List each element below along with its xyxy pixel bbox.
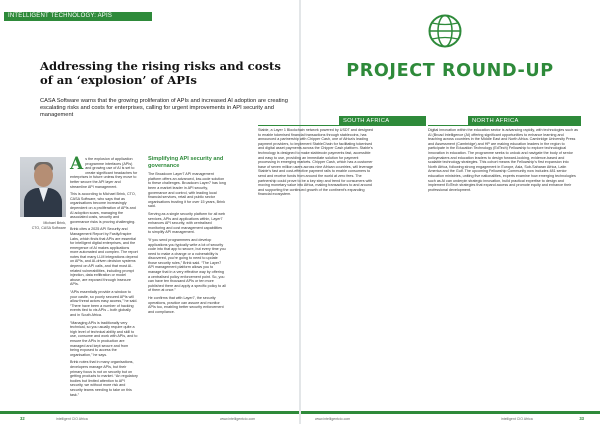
right-footer bbox=[301, 411, 600, 424]
globe-icon bbox=[428, 14, 462, 48]
drop-cap: A bbox=[70, 154, 84, 174]
footer-brand: intelligent CIO Africa bbox=[501, 417, 533, 421]
body-paragraph: This is according to Michael Brink, CTO, CASA Software, who says that as organisations become increasingly dependent on a proliferation of APIs and AI adoption soars, managing the associated costs, security and governance risks is proving challenging. bbox=[70, 192, 136, 224]
body-paragraph: Stable, a Layer 1 Blockchain network powered by USDT and designed to enable tokenised financial transactions through stablecoins, has announced a partnership with Chipper Cash, one of Africa’s leading payment providers, to implement StableChain for facilitating tokenised and digital asset payments across the Chipper Cash platform. Stable’s technology is designed to make stablecoin payments fast, accessible and easy to use, providing an immediate solution for payment processing in emerging markets. Chipper Cash, which has a customer base of seven million users across nine African countries, will leverage Stable’s fast and cost-effective payment rails to enable consumers to send and receive funds from around the world at zero fees. The partnership could prove to be a key step and trend for consumers with moving monetary value into Africa, making transactions to and around and supporting the continued growth of the continent’s expanding financial ecosystem. bbox=[258, 128, 373, 197]
author-photo bbox=[20, 157, 66, 217]
body-paragraph: Brink cites a 2025 API Security and Management Report by Fastly/Inspire Labs, which finds that APIs are essential for intelligent digital enterprises, and the emergence of AI makes applications more automated and complex. The report notes that many LLM integrations depend on APIs, and AI-driven decision systems depend on API calls, and that most AI-related vulnerabilities, including prompt injection, data exfiltration or model abuse, are exposed through insecure APIs. bbox=[70, 227, 138, 287]
region-header-north-africa: NORTH AFRICA bbox=[468, 116, 581, 126]
body-paragraph: He confirms that with Layer7, the security operations, practice can assure and monitor APIs too, enabling better security enforcement and compliance. bbox=[148, 296, 224, 314]
body-column-2 bbox=[148, 156, 226, 317]
body-paragraph: Digital innovation within the education sector is advancing rapidly, with technologies such as AI (Broad Intelligence (AI) offering significant opportunities to enhance learning and teaching across countries in the Middle East and North Africa. Cambridge University Press and Assessment (Cambridge) and HP are making education leaders in the region to participate in the Education Technology (EdTech) Fellowship to explore technological innovation in education. The programme seeks to unlock and navigate the body of senior policymakers and education leaders to design forward-looking, evidence-based and scalable technology strategies. This cohort means the Fellowship’s first expansion into North Africa, following strong engagement in Europe, Asia, Sub-Saharan Africa, Latin America and the Gulf. The upcoming Fellowship Community now includes 481 senior education ministries, uniting five nationalities, experts examine how emerging technologies such as AI can underpin strategic innovation, build practical expertise to design and implement EdTech strategies that expand access and promote equity and enhance their professional development. bbox=[428, 128, 578, 192]
body-paragraph: “Managing APIs is traditionally very technical, so you usually require quite a high level of technical ability and skill to use, consume and work with APIs, and to ensure the APIs in production are managed and kept secure and from being exposed to access the organisation,” he says. bbox=[70, 320, 138, 357]
article-standfirst: CASA Software warns that the growing proliferation of APIs and increased AI adoption are creating escalating risks and costs for enterprises, calling for urgent improvements in API security and management bbox=[40, 98, 288, 119]
footer-url[interactable]: www.intelligentcio.com bbox=[220, 417, 256, 421]
body-paragraph: “APIs essentially provide a window to your castle, so poorly secured APIs will allow threat actors easy access,” he said. “There have been a number of hacking events tied to vis APIs – both globally and in South Africa. bbox=[70, 290, 138, 317]
caption-name: Michael Brink, bbox=[43, 221, 66, 225]
body-paragraph: Serving as a single security platform for all web services, APIs and applications within, Layer7 enhances API security, with centralised monitoring and cost management capabilities to simplify API management. bbox=[148, 211, 226, 235]
news-column-north-africa bbox=[428, 128, 578, 195]
region-rule bbox=[428, 125, 581, 126]
body-paragraph: Brink notes that in many organisations, developers manage APIs, but their primary focus is not on security but on getting products to market. “An regulatory bodies but limited attention to API security, we without more risk and security teams needing to take on this task.” bbox=[70, 360, 138, 397]
section-tag: INTELLIGENT TECHNOLOGY: APIS bbox=[4, 12, 152, 21]
article-headline: Addressing the rising risks and costs of an ‘explosion’ of APIs bbox=[40, 59, 281, 87]
body-paragraph: As the explosion of application programme interfaces (APIs) and growing use of AI is set to create significant headaches for enterprises in future unless they move to better secure the API layer and streamline API management. bbox=[70, 154, 138, 189]
photo-caption bbox=[20, 221, 66, 230]
news-column-south-africa bbox=[258, 128, 374, 200]
region-header-south-africa: SOUTH AFRICA bbox=[339, 116, 426, 126]
body-paragraph: “If you send programmers and develop applications you typically write a lot of security code into that app to secure, but every time you need to make a change or a vulnerability is discovered, you’re going to need to update those security rules,” Brink said. “The Layer7 API management platform allows you to manage that in a very effective way by offering a centralised policy enforcement point. So, you can have ten thousand APIs or ten more published there and apply a specific policy to all of them at once.” bbox=[148, 237, 226, 293]
page-number: 33 bbox=[579, 416, 584, 421]
page-number: 32 bbox=[20, 416, 25, 421]
round-up-title: PROJECT ROUND-UP bbox=[346, 61, 554, 81]
footer-url[interactable]: www.intelligentcio.com bbox=[315, 417, 351, 421]
body-paragraph: The Broadcom Layer7 API management platform offers an advanced, low-code solution to these challenges. Broadcom Layer7 has long been a market leader in API security, governance and control, with leading local financial services, retail and public sector organisations trusting it for over 15 years, Brink said. bbox=[148, 172, 226, 209]
page-gutter bbox=[299, 0, 301, 424]
footer-brand: intelligent CIO Africa bbox=[56, 417, 88, 421]
caption-role: CTO, CASA Software bbox=[31, 225, 66, 230]
region-rule bbox=[258, 125, 426, 126]
left-footer bbox=[0, 411, 299, 424]
section-subhead: Simplifying API security and governance bbox=[148, 156, 224, 169]
body-column-1 bbox=[70, 154, 138, 400]
